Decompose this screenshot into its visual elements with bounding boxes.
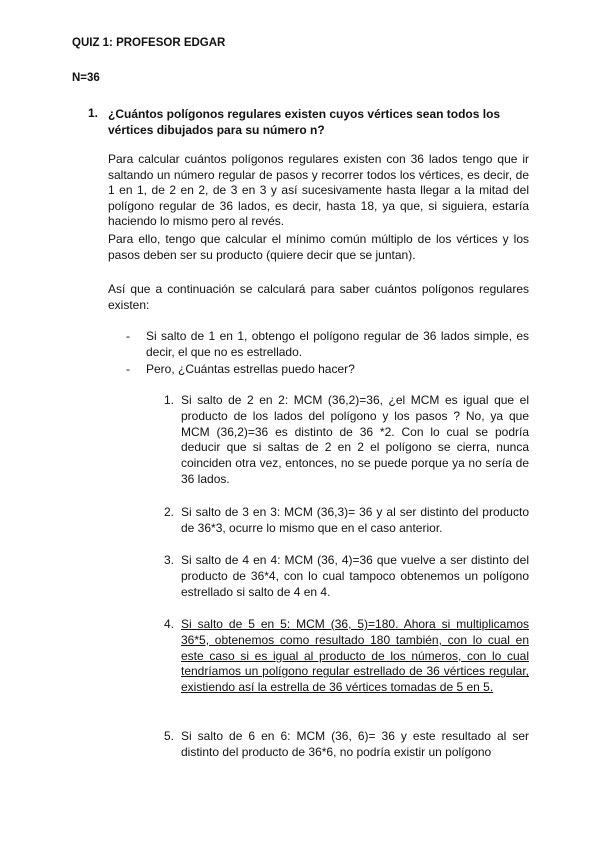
list-item-text: Si salto de 3 en 3: MCM (36,3)= 36 y al ser distinto del producto de 36*3, ocurre lo mismo que en el caso anterior. — [181, 505, 529, 535]
bullet-dash: - — [126, 362, 130, 376]
list-item-number: 4. — [164, 617, 175, 631]
list-item-number: 2. — [164, 505, 175, 519]
paragraph-intro: Para calcular cuántos polígonos regulares existen con 36 lados tengo que ir saltando un número regular de pasos y recorrer todos los vértices, es decir, de 1 en 1, de 2 en 2, de 3 en 3 y así sucesivamente hasta llegar a la mitad del polígono regular de 36 lados, es decir, hasta 18, ya que, si siguiera, estaría haciendo lo mismo pero al revés. — [108, 152, 529, 228]
list-item-text: Si salto de 4 en 4: MCM (36, 4)=36 que vuelve a ser distinto del producto de 36*4, con lo cual tampoco obtenemos un polígono estrellado si salto de 4 en 4. — [181, 553, 529, 599]
n-value-label: N=36 — [72, 72, 100, 84]
question-text: ¿Cuántos polígonos regulares existen cuyos vértices sean todos los vértices dibujados para su número n? — [108, 107, 501, 137]
list-item-text: Si salto de 2 en 2: MCM (36,2)=36, ¿el MCM es igual que el producto de los lados del polígono y los pasos ? No, ya que MCM (36,2)=36 es distinto de 36 *2. Con lo cual se podría deducir que si saltas de 2 en 2 el polígono se cierra, nunca coinciden otra vez, entonces, no se puede porque ya no sería de 36 lados. — [181, 393, 529, 486]
bullet-text: Si salto de 1 en 1, obtengo el polígono regular de 36 lados simple, es decir, el que no es estrellado. — [146, 329, 529, 359]
list-item-text: Si salto de 6 en 6: MCM (36, 6)= 36 y este resultado al ser distinto del producto de 36*6, no podría existir un polígono — [181, 729, 529, 759]
list-item-text-underlined: Si salto de 5 en 5: MCM (36, 5)=180. Ahora si multiplicamos 36*5, obtenemos como resultado 180 también, con lo cual en este caso si es igual al producto de los números, con lo cual tendríamos un polígono regular estrellado de 36 vértices regular, existiendo así la estrella de 36 vértices tomadas de 5 en 5. — [181, 617, 529, 695]
paragraph-method: Para ello, tengo que calcular el mínimo común múltiplo de los vértices y los pasos deben ser su producto (quiere decir que se juntan). — [108, 232, 529, 262]
list-item-number: 1. — [164, 393, 175, 407]
bullet-dash: - — [126, 329, 130, 343]
document-title: QUIZ 1: PROFESOR EDGAR — [72, 37, 226, 49]
paragraph-continuation: Así que a continuación se calculará para saber cuántos polígonos regulares existen: — [108, 282, 529, 312]
bullet-text: Pero, ¿Cuántas estrellas puedo hacer? — [146, 362, 355, 376]
question-number: 1. — [88, 106, 99, 120]
list-item-number: 5. — [164, 729, 175, 743]
list-item-number: 3. — [164, 553, 175, 567]
